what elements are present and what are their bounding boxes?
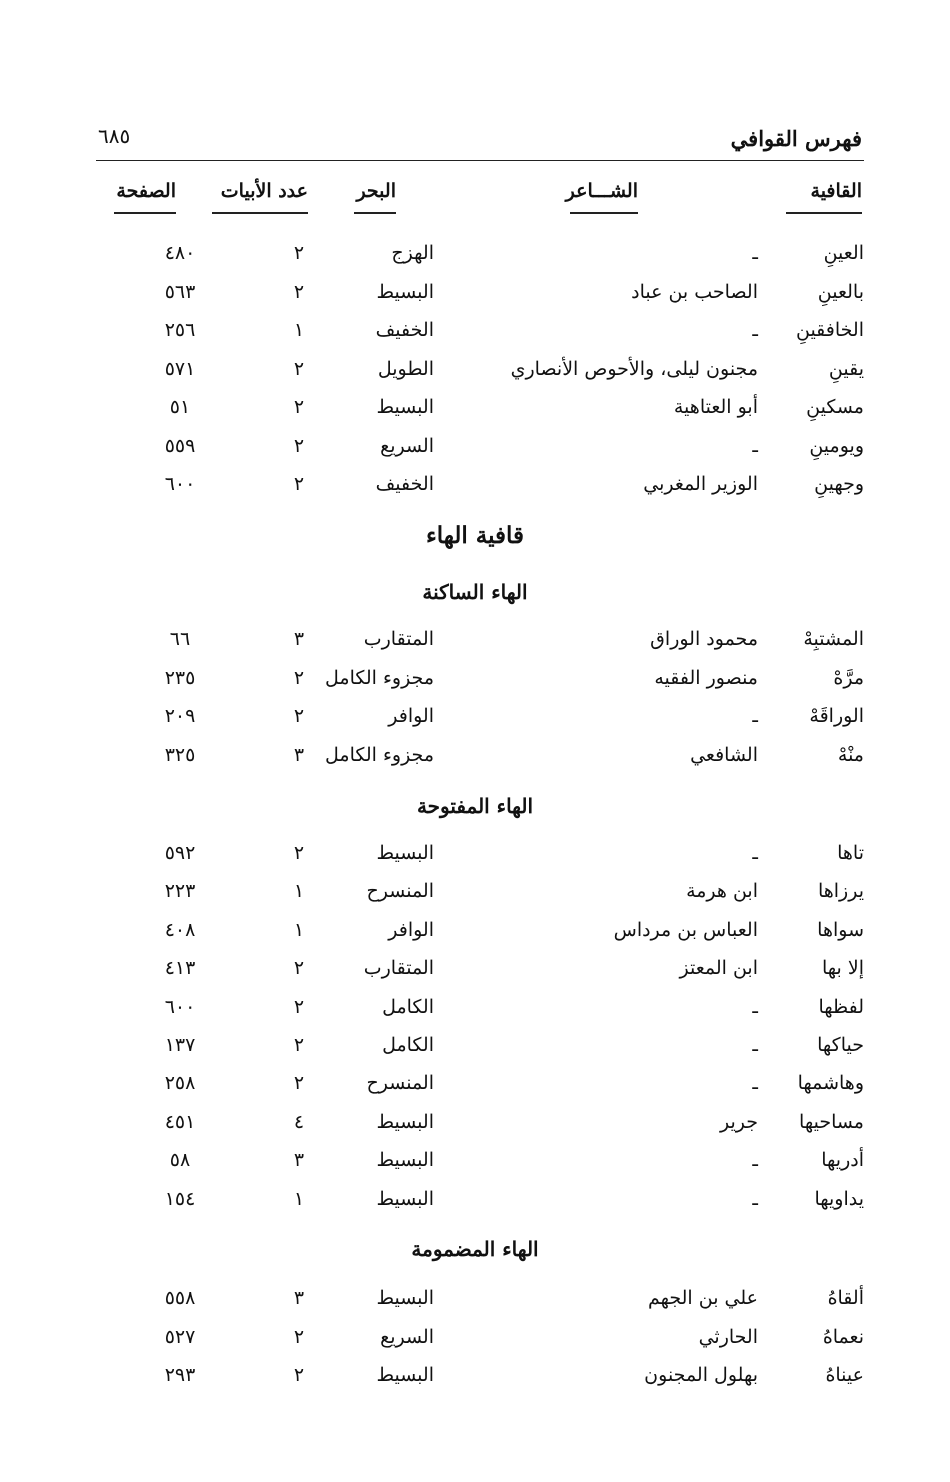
page-cell: ٦٠٠: [164, 995, 196, 1018]
page-cell: ٥٩٢: [164, 842, 196, 864]
verse-count-cell: ٢: [293, 705, 305, 728]
verse-count-cell: ١: [293, 319, 305, 341]
poet-cell: العباس بن مرداس: [613, 918, 758, 941]
page-cell: ٤٥١: [164, 1110, 196, 1133]
subsection-title-madmuma: الهاء المضمومة: [411, 1237, 539, 1261]
table-row: [0, 467, 950, 501]
poet-cell: ـ: [752, 1072, 758, 1095]
meter-cell: المتقارب: [363, 957, 434, 980]
table-row: [0, 738, 950, 772]
verse-count-cell: ٢: [293, 842, 305, 864]
table-row: [0, 1105, 950, 1139]
verse-count-cell: ٢: [293, 242, 305, 264]
page-cell: ١٥٤: [164, 1187, 196, 1210]
verse-count-cell: ٢: [293, 357, 305, 380]
table-row: [0, 1028, 950, 1062]
meter-cell: البسيط: [376, 280, 434, 303]
verse-count-cell: ٢: [293, 1034, 305, 1056]
poet-cell: علي بن الجهم: [647, 1287, 758, 1309]
meter-cell: الوافر: [388, 918, 434, 941]
verse-count-cell: ٢: [293, 1325, 305, 1348]
meter-cell: مجزوء الكامل: [325, 744, 434, 767]
page-cell: ٢٠٩: [164, 705, 196, 728]
column-header-page: الصفحة: [116, 180, 176, 202]
rhyme-cell: حياكها: [817, 1034, 864, 1056]
rhyme-cell: نعماهُ: [822, 1325, 864, 1348]
poet-cell: ـ: [752, 1149, 758, 1172]
meter-cell: مجزوء الكامل: [325, 666, 434, 689]
page-cell: ٢٣٥: [164, 666, 196, 689]
verse-count-cell: ٢: [293, 957, 305, 980]
rhyme-cell: أدريها: [821, 1149, 864, 1172]
table-row: [0, 1182, 950, 1216]
rhyme-cell: يقينِ: [828, 357, 864, 380]
subsection-title-sakina: الهاء الساكنة: [422, 580, 528, 604]
poet-cell: بهلول المجنون: [644, 1364, 758, 1386]
meter-cell: البسيط: [376, 1287, 434, 1309]
verse-count-cell: ٢: [293, 666, 305, 689]
table-row: [0, 1320, 950, 1354]
table-row: [0, 836, 950, 870]
verse-count-cell: ٣: [293, 628, 305, 650]
table-row: [0, 429, 950, 463]
meter-cell: البسيط: [376, 842, 434, 864]
page-cell: ٢٥٦: [164, 319, 196, 341]
table-row: [0, 622, 950, 656]
page-cell: ٥١: [169, 396, 191, 418]
rhyme-cell: إلا بها: [822, 957, 864, 980]
meter-cell: الوافر: [388, 705, 434, 728]
verse-count-cell: ٢: [293, 1072, 305, 1095]
table-row: [0, 1143, 950, 1177]
page-cell: ٣٢٥: [164, 744, 196, 767]
meter-cell: السريع: [380, 434, 434, 457]
meter-cell: الكامل: [382, 1034, 434, 1056]
rhyme-cell: وهاشمها: [797, 1072, 864, 1095]
rhyme-cell: الخافقينِ: [795, 319, 864, 341]
rhyme-cell: مرَّهْ: [833, 666, 864, 689]
verse-count-cell: ٣: [293, 744, 305, 767]
rhyme-cell: مساحيها: [799, 1110, 864, 1133]
verse-count-cell: ٣: [293, 1149, 305, 1172]
column-header-poet: الشـــاعر: [566, 180, 638, 202]
table-row: [0, 236, 950, 270]
table-row: [0, 913, 950, 947]
meter-cell: الخفيف: [375, 473, 434, 495]
meter-cell: الطويل: [377, 357, 434, 380]
poet-cell: الوزير المغربي: [643, 473, 758, 495]
meter-cell: المنسرح: [366, 880, 434, 903]
page-cell: ٥٥٩: [164, 434, 196, 457]
verse-count-cell: ٣: [293, 1287, 305, 1309]
verse-count-cell: ٢: [293, 280, 305, 303]
table-row: [0, 661, 950, 695]
meter-cell: البسيط: [376, 1364, 434, 1386]
page-cell: ٤٨٠: [164, 242, 196, 264]
meter-cell: المتقارب: [363, 628, 434, 650]
page-cell: ٢٩٣: [164, 1364, 196, 1386]
poet-cell: ـ: [752, 842, 758, 864]
page-cell: ٥٨: [169, 1149, 191, 1172]
table-row: [0, 990, 950, 1024]
page-cell: ٥٢٧: [164, 1325, 196, 1348]
page-cell: ٥٦٣: [164, 280, 196, 303]
rhyme-cell: ويومينِ: [809, 434, 864, 457]
poet-cell: ـ: [752, 995, 758, 1018]
rhyme-cell: تاها: [837, 842, 864, 864]
page-cell: ٢٢٣: [164, 880, 196, 903]
poet-cell: الصاحب بن عباد: [631, 280, 758, 303]
poet-cell: منصور الفقيه: [654, 666, 758, 689]
header-rule: [96, 160, 864, 161]
rhyme-cell: العينِ: [823, 242, 864, 264]
rhyme-cell: يرزاها: [817, 880, 864, 903]
rhyme-cell: عيناهُ: [825, 1364, 864, 1386]
rhyme-cell: يداويها: [814, 1187, 864, 1210]
poet-cell: أبو العتاهية: [673, 396, 758, 418]
table-row: [0, 352, 950, 386]
poet-cell: ابن هرمة: [686, 880, 758, 903]
page-cell: ٤٠٨: [164, 918, 196, 941]
verse-count-cell: ١: [293, 1187, 305, 1210]
page-cell: ٥٧١: [164, 357, 196, 380]
table-row: [0, 699, 950, 733]
poet-cell: ـ: [752, 434, 758, 457]
meter-cell: البسيط: [376, 1149, 434, 1172]
meter-cell: البسيط: [376, 1110, 434, 1133]
table-row: [0, 275, 950, 309]
section-title: قافية الهاء: [425, 522, 525, 549]
column-header-qafia: القافية: [811, 180, 862, 202]
running-title: فهرس القوافي: [730, 126, 862, 151]
meter-cell: الخفيف: [375, 319, 434, 341]
verse-count-cell: ٢: [293, 434, 305, 457]
verse-count-cell: ٢: [293, 1364, 305, 1386]
verse-count-cell: ١: [293, 880, 305, 903]
poet-cell: ـ: [752, 1034, 758, 1056]
rhyme-cell: منْهْ: [837, 744, 864, 767]
rhyme-cell: الوراقَهْ: [809, 705, 864, 728]
poet-cell: مجنون ليلى، والأحوص الأنصاري: [510, 357, 758, 380]
rhyme-cell: سواها: [817, 918, 864, 941]
page-cell: ٦٠٠: [164, 473, 196, 495]
table-row: [0, 951, 950, 985]
poet-cell: ـ: [752, 319, 758, 341]
verse-count-cell: ١: [293, 918, 305, 941]
verse-count-cell: ٢: [293, 995, 305, 1018]
table-row: [0, 1066, 950, 1100]
table-row: [0, 1358, 950, 1392]
page-cell: ٢٥٨: [164, 1072, 196, 1095]
verse-count-cell: ٢: [293, 396, 305, 418]
meter-cell: السريع: [380, 1325, 434, 1348]
meter-cell: البسيط: [376, 396, 434, 418]
page-cell: ٦٦: [169, 628, 191, 650]
subsection-title-maftuha: الهاء المفتوحة: [416, 794, 534, 818]
rhyme-cell: وجهينِ: [814, 473, 864, 495]
poet-cell: جرير: [720, 1110, 758, 1133]
table-row: [0, 1281, 950, 1315]
meter-cell: الكامل: [382, 995, 434, 1018]
poet-cell: ـ: [752, 705, 758, 728]
table-row: [0, 874, 950, 908]
table-row: [0, 390, 950, 424]
meter-cell: البسيط: [376, 1187, 434, 1210]
poet-cell: ـ: [752, 242, 758, 264]
meter-cell: الهزج: [391, 242, 434, 264]
rhyme-cell: لفظها: [818, 995, 864, 1018]
verse-count-cell: ٤: [293, 1110, 305, 1133]
rhyme-cell: مسكينِ: [806, 396, 864, 418]
poet-cell: ابن المعتز: [679, 957, 758, 980]
poet-cell: محمود الوراق: [650, 628, 758, 650]
page-cell: ٤١٣: [164, 957, 196, 980]
poet-cell: الشافعي: [690, 744, 758, 767]
page-cell: ١٣٧: [164, 1034, 196, 1056]
rhyme-cell: بالعينِ: [817, 280, 864, 303]
page-number: ٦٨٥: [98, 124, 131, 148]
poet-cell: الحارثي: [698, 1325, 758, 1348]
verse-count-cell: ٢: [293, 473, 305, 495]
rhyme-cell: المشتبِهْ: [803, 628, 864, 650]
table-row: [0, 313, 950, 347]
poet-cell: ـ: [752, 1187, 758, 1210]
column-header-count: عدد الأبيات: [221, 180, 308, 202]
page-cell: ٥٥٨: [164, 1287, 196, 1309]
column-header-bahr: البحر: [356, 180, 396, 202]
rhyme-cell: ألقاهُ: [827, 1287, 864, 1309]
meter-cell: المنسرح: [366, 1072, 434, 1095]
